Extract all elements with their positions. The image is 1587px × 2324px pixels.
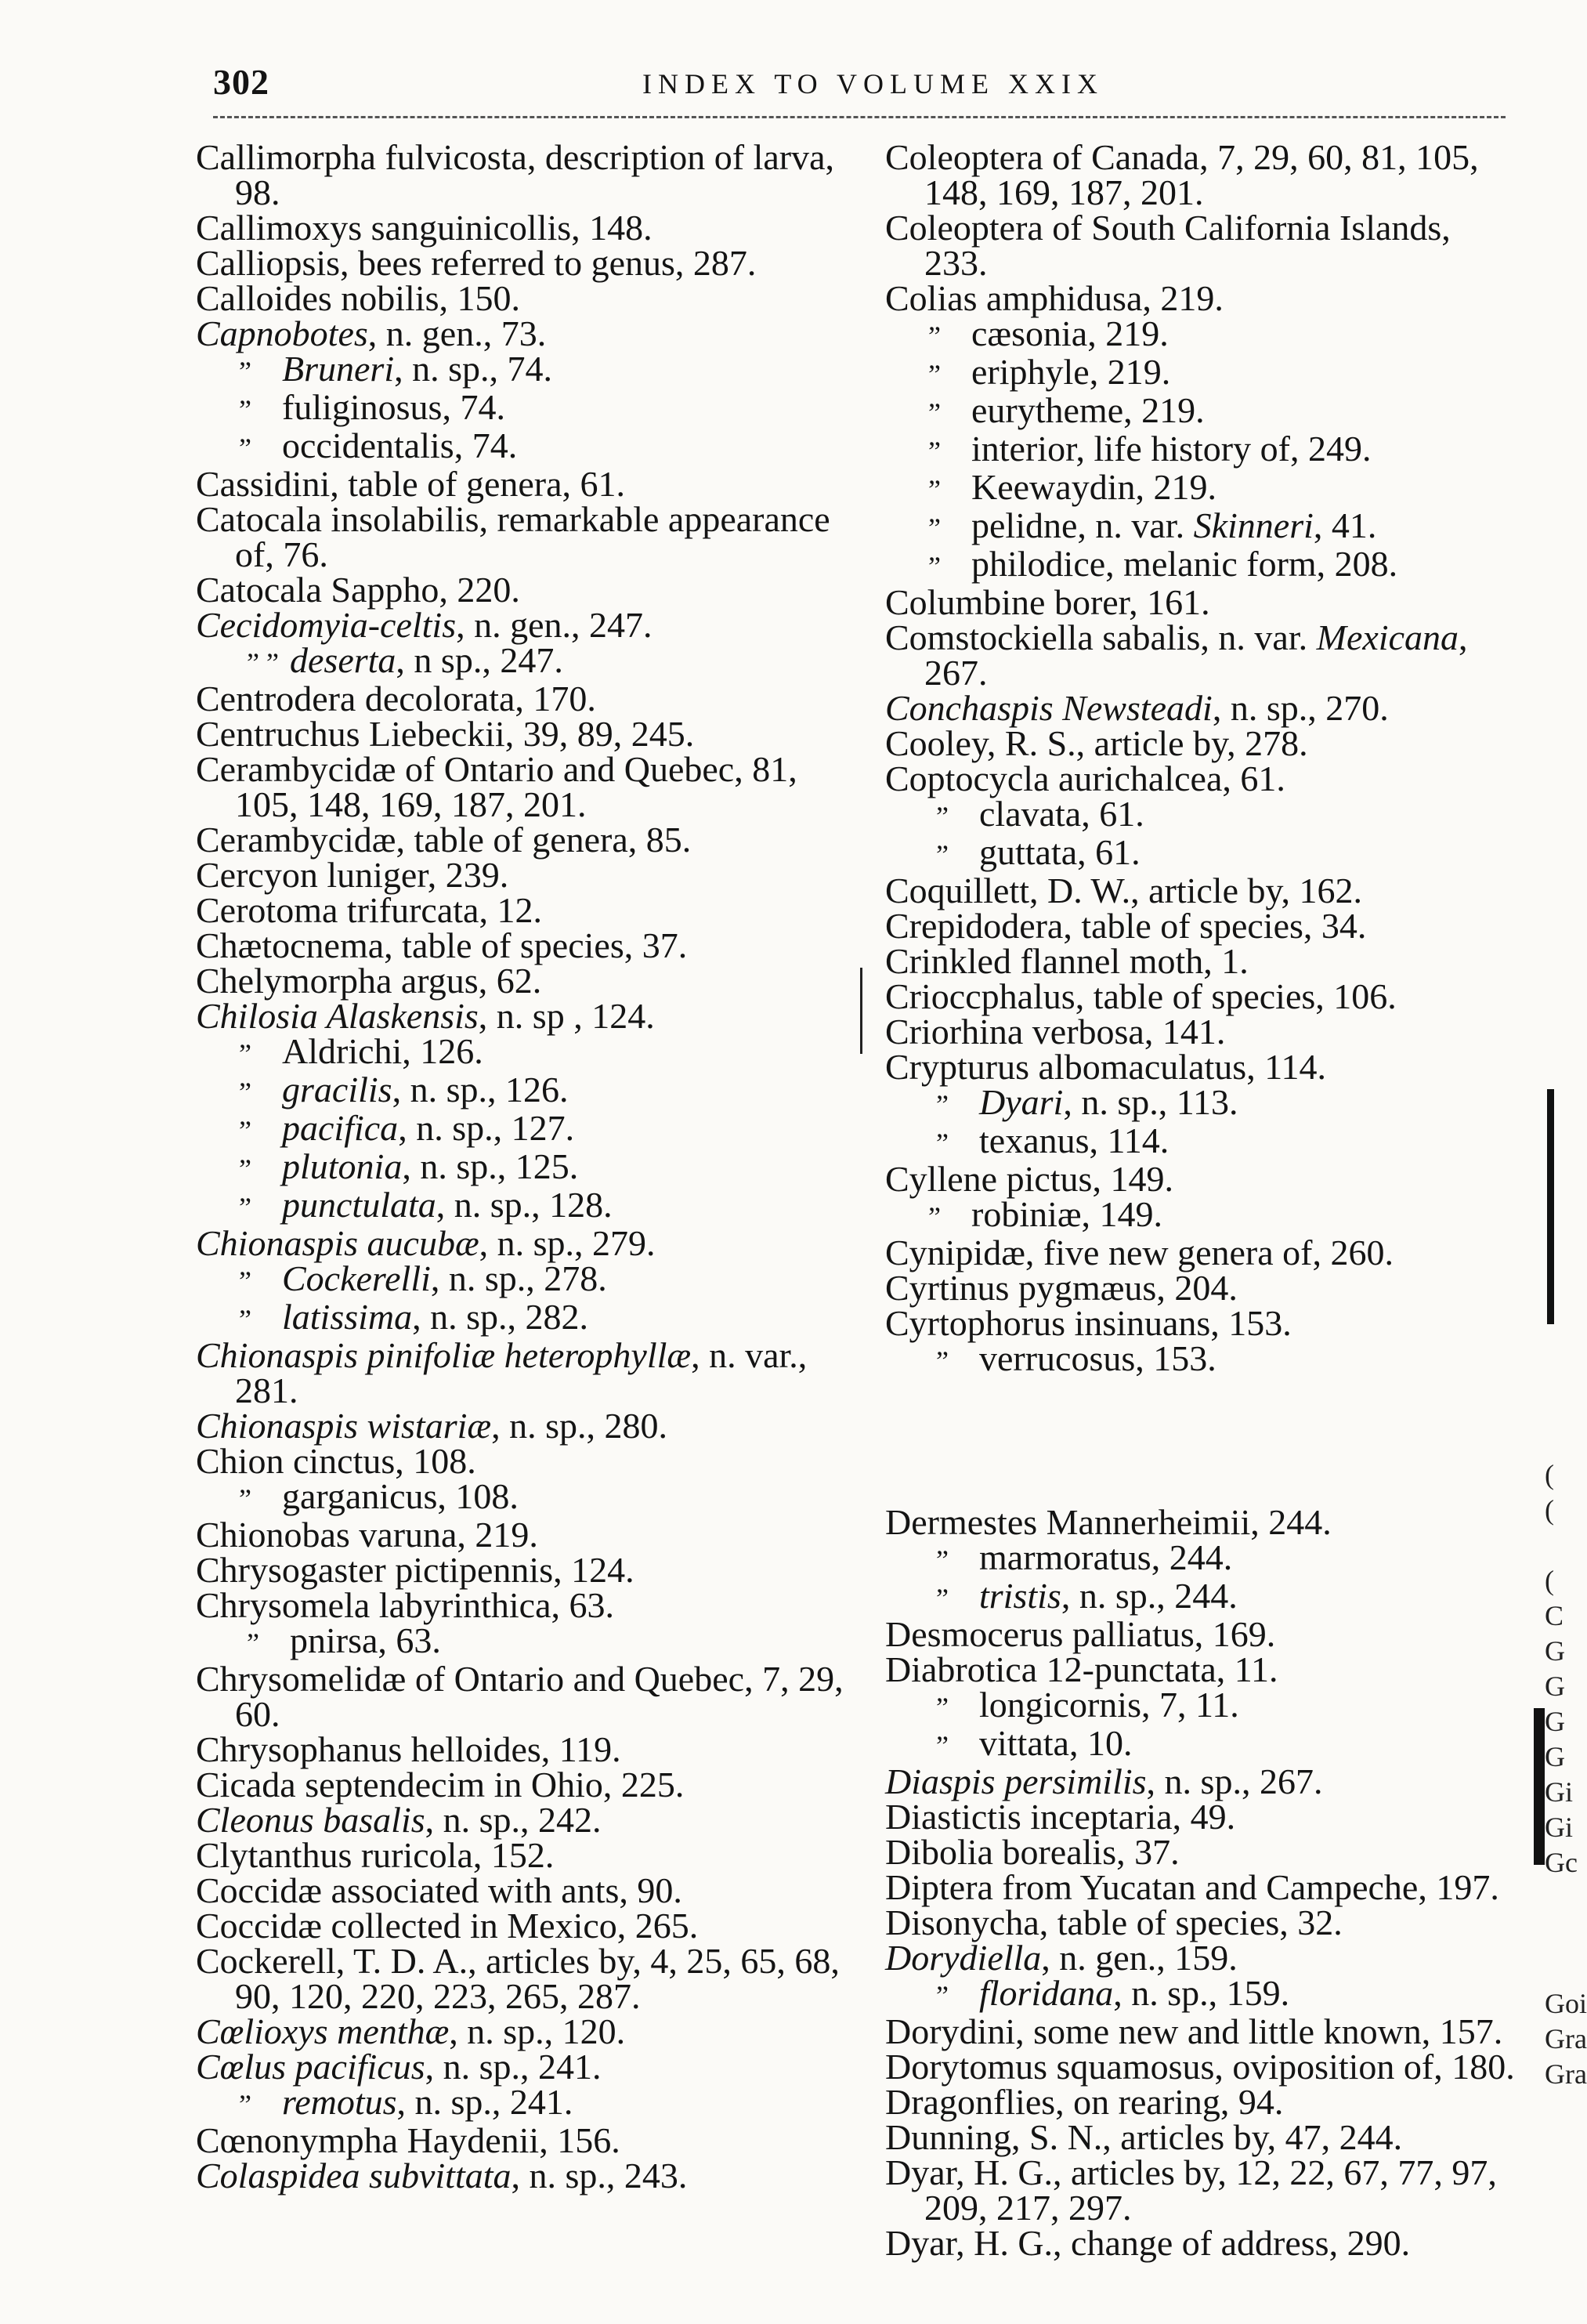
- index-entry: [885, 1616, 1520, 1652]
- index-text: Colias amphidusa, 219.: [885, 278, 1224, 318]
- index-entry: [885, 2225, 1520, 2261]
- index-text: Chrysophanus helloides, 119.: [196, 1729, 621, 1769]
- ditto-mark: ”: [239, 1483, 251, 1515]
- ditto-mark: ”: [928, 320, 941, 352]
- index-text: cæsonia, 219.: [971, 313, 1169, 353]
- index-entry: [885, 1725, 1520, 1764]
- index-entry: [196, 996, 862, 1036]
- index-text: Dorytomus squamosus, oviposition of, 180.: [885, 2047, 1515, 2087]
- index-section-d: [885, 1504, 1520, 2261]
- index-term-italic: Dorydiella: [885, 1938, 1042, 1978]
- index-term-italic: Colaspidea subvittata: [196, 2156, 512, 2195]
- index-entry: [196, 208, 862, 248]
- index-term-italic: Chionaspis wistariæ: [196, 1406, 492, 1446]
- ditto-mark: ”: [239, 1115, 251, 1146]
- index-entry: [196, 607, 862, 643]
- index-text: , n. gen., 159.: [1041, 1938, 1238, 1978]
- index-text: Callimoxys sanguinicollis, 148.: [196, 208, 653, 248]
- ditto-mark: ”: [239, 1265, 251, 1297]
- index-entry: [196, 679, 862, 719]
- index-entry: [196, 1661, 862, 1732]
- index-text: , n. sp., 243.: [511, 2156, 688, 2195]
- index-entry: [196, 1729, 862, 1769]
- running-head: INDEX TO VOLUME XXIX: [642, 68, 1104, 100]
- index-term-italic: Diaspis persimilis: [885, 1761, 1147, 1801]
- index-text: Cyrtophorus insinuans, 153.: [885, 1303, 1292, 1343]
- index-entry: [885, 1834, 1520, 1870]
- index-text: Crioccphalus, table of species, 106.: [885, 976, 1397, 1016]
- index-entry: [885, 1504, 1520, 1540]
- ditto-mark: ”: [239, 1304, 251, 1335]
- adjacent-page-fragments: [1545, 1457, 1587, 2092]
- index-text: clavata, 61.: [979, 794, 1144, 834]
- index-text: , n. sp., 282.: [412, 1297, 589, 1337]
- index-text: , n. sp., 278.: [430, 1258, 607, 1298]
- index-term-italic: latissima: [282, 1297, 413, 1337]
- index-text: Centrodera decolorata, 170.: [196, 679, 596, 719]
- index-text: , n sp., 247.: [396, 640, 563, 680]
- index-entry: [885, 505, 1520, 546]
- index-text: eurytheme, 219.: [971, 390, 1205, 430]
- ditto-mark: ”: [239, 356, 251, 387]
- ditto-mark: ”: [936, 1345, 949, 1377]
- index-entry: [196, 139, 862, 210]
- index-text: , n. sp., 244.: [1061, 1576, 1238, 1616]
- index-text: garganicus, 108.: [282, 1476, 519, 1516]
- index-text: Cœnonympha Haydenii, 156.: [196, 2120, 620, 2160]
- edge-fragment: [1545, 1881, 1575, 1916]
- index-term-italic: Chionaspis aucubæ: [196, 1223, 479, 1263]
- index-entry: [196, 464, 862, 504]
- ditto-mark: ”: [936, 1692, 949, 1723]
- index-term-italic: Chilosia Alaskensis: [196, 996, 479, 1036]
- index-entry: [885, 2119, 1520, 2155]
- index-text: Chætocnema, table of species, 37.: [196, 925, 688, 965]
- index-text: Cicada septendecim in Ohio, 225.: [196, 1765, 685, 1805]
- index-entry: [885, 313, 1520, 354]
- index-term-italic: Dyari: [979, 1082, 1064, 1122]
- index-entry: [196, 640, 862, 681]
- index-term-italic: Cœlioxys menthæ: [196, 2011, 450, 2051]
- index-text: Dunning, S. N., articles by, 47, 244.: [885, 2117, 1403, 2157]
- index-text: Chionobas varuna, 219.: [196, 1515, 538, 1555]
- index-entry: [196, 1837, 862, 1873]
- index-text: Coleoptera of Canada, 7, 29, 60, 81, 105, 148, 169, 187, 201.: [885, 137, 1479, 212]
- index-entry: [196, 1870, 862, 1910]
- index-text: Dyar, H. G., change of address, 290.: [885, 2223, 1411, 2263]
- ditto-mark: ”: [928, 397, 941, 429]
- index-entry: [885, 1268, 1520, 1308]
- index-entry: [196, 1146, 862, 1187]
- index-text: Cynipidæ, five new genera of, 260.: [885, 1233, 1394, 1272]
- index-entry: [885, 873, 1520, 908]
- index-text: Diabrotica 12-punctata, 11.: [885, 1649, 1278, 1689]
- index-entry: [885, 1537, 1520, 1578]
- index-text: Calliopsis, bees referred to genus, 287.: [196, 243, 757, 283]
- index-text: Chrysomelidæ of Ontario and Quebec, 7, 29, 60.: [196, 1659, 844, 1734]
- index-text: Coquillett, D. W., article by, 162.: [885, 871, 1363, 910]
- ditto-mark: ”: [928, 436, 941, 467]
- index-entry: [885, 1047, 1520, 1087]
- index-text: , n. sp., 113.: [1063, 1082, 1238, 1122]
- index-entry: [196, 925, 862, 965]
- ditto-mark: ”: [936, 1089, 949, 1120]
- edge-fragment: G: [1545, 1706, 1565, 1737]
- index-text: Centruchus Liebeckii, 39, 89, 245.: [196, 714, 695, 754]
- index-entry: [196, 313, 862, 353]
- index-text: Chelymorpha argus, 62.: [196, 961, 542, 1001]
- index-term-italic: remotus: [282, 2082, 397, 2122]
- edge-fragment: [1545, 1916, 1575, 1951]
- index-text: Cerambycidæ of Ontario and Quebec, 81, 105, 148, 169, 187, 201.: [196, 749, 797, 824]
- index-entry: [196, 278, 862, 318]
- index-entry: [885, 976, 1520, 1016]
- index-entry: [885, 1305, 1520, 1341]
- index-text: Cooley, R. S., article by, 278.: [885, 723, 1308, 763]
- index-text: , n. sp., 280.: [491, 1406, 667, 1446]
- index-text: Disonycha, table of species, 32.: [885, 1902, 1343, 1942]
- ditto-mark: ”: [239, 1153, 251, 1185]
- index-entry: [196, 1110, 862, 1149]
- index-term-italic: plutonia: [282, 1146, 403, 1186]
- index-entry: [885, 1578, 1520, 1616]
- index-entry: [196, 1335, 862, 1410]
- ditto-mark: ”: [928, 474, 941, 505]
- index-entry: [196, 1476, 862, 1517]
- index-entry: [196, 570, 862, 610]
- index-column-left: [196, 139, 862, 2193]
- index-entry: [196, 245, 862, 281]
- index-entry: [885, 1687, 1520, 1725]
- index-term-italic: pacifica: [282, 1108, 399, 1148]
- edge-fragment: G: [1545, 1741, 1565, 1772]
- ditto-mark: ”: [928, 1201, 941, 1233]
- edge-fragment: (: [1545, 1565, 1554, 1596]
- index-entry: [196, 351, 862, 389]
- index-text: Keewaydin, 219.: [971, 467, 1216, 507]
- index-entry: [885, 2047, 1520, 2087]
- page-number: 302: [213, 62, 269, 102]
- index-text: Catocala Sappho, 220.: [196, 570, 520, 610]
- index-entry: [196, 820, 862, 860]
- index-text: , 41.: [1313, 505, 1377, 545]
- index-term-italic: Skinneri: [1193, 505, 1314, 545]
- index-entry: [196, 1225, 862, 1261]
- index-entry: [885, 390, 1520, 431]
- index-term-italic: punctulata: [282, 1185, 436, 1225]
- index-entry: [885, 690, 1520, 726]
- index-entry: [196, 1620, 862, 1661]
- index-text: Crypturus albomaculatus, 114.: [885, 1047, 1326, 1087]
- index-text: , n. sp., 74.: [394, 349, 553, 389]
- index-entry: [885, 210, 1520, 281]
- ditto-mark: ”: [239, 394, 251, 425]
- index-entry: [885, 1159, 1520, 1199]
- ditto-mark: ”: [239, 1077, 251, 1108]
- index-entry: [196, 1765, 862, 1805]
- index-text: Chrysomela labyrinthica, 63.: [196, 1585, 614, 1625]
- index-text: , n. sp., 242.: [425, 1800, 602, 1840]
- index-entry: [196, 714, 862, 754]
- index-entry: [885, 469, 1520, 508]
- index-term-italic: Mexicana: [1316, 617, 1459, 657]
- index-entry: [885, 758, 1520, 798]
- index-entry: [196, 1550, 862, 1590]
- index-text: , n. sp., 128.: [436, 1185, 613, 1225]
- index-text: Coleoptera of South California Islands, 233.: [885, 208, 1451, 283]
- index-term-italic: Bruneri: [282, 349, 395, 389]
- index-term-italic: Cleonus basalis: [196, 1800, 425, 1840]
- index-text: longicornis, 7, 11.: [979, 1685, 1239, 1725]
- index-text: verrucosus, 153.: [979, 1338, 1216, 1378]
- index-section-c: [885, 139, 1520, 1379]
- index-term-italic: Cockerelli: [282, 1258, 431, 1298]
- index-term-italic: floridana: [979, 1973, 1114, 2013]
- index-text: interior, life history of, 249.: [971, 429, 1372, 469]
- ditto-mark: ”: [936, 1544, 949, 1576]
- index-text: , n. sp., 127.: [398, 1108, 575, 1148]
- index-text: Coccidæ associated with ants, 90.: [196, 1870, 682, 1910]
- edge-fragment: [1545, 1951, 1575, 1986]
- index-entry: [196, 425, 862, 466]
- index-column-right: [885, 139, 1520, 2261]
- index-text: Cercyon luniger, 239.: [196, 855, 509, 895]
- index-text: eriphyle, 219.: [971, 352, 1171, 392]
- index-entry: [885, 1196, 1520, 1235]
- ditto-mark: ”: [239, 1038, 251, 1070]
- index-entry: [196, 389, 862, 428]
- index-text: Crinkled flannel moth, 1.: [885, 941, 1249, 981]
- index-entry: [196, 1299, 862, 1338]
- index-text: occidentalis, 74.: [282, 425, 518, 465]
- index-text: vittata, 10.: [979, 1723, 1133, 1763]
- index-text: , n. sp., 159.: [1113, 1973, 1290, 2013]
- index-entry: [885, 1797, 1520, 1837]
- index-entry: [196, 892, 862, 928]
- index-entry: [196, 1800, 862, 1840]
- ditto-mark: ”: [239, 2089, 251, 2120]
- index-text: , n. var., 281.: [235, 1335, 808, 1410]
- index-entry: [885, 943, 1520, 979]
- adjacent-page-edge: [1547, 1089, 1554, 1324]
- index-text: , n. sp., 126.: [392, 1070, 569, 1110]
- header-rule: [213, 116, 1506, 118]
- edge-fragment: C: [1545, 1600, 1564, 1631]
- index-entry: [885, 278, 1520, 318]
- index-text: Cyllene pictus, 149.: [885, 1159, 1173, 1199]
- index-text: Cerambycidæ, table of genera, 85.: [196, 820, 692, 860]
- index-text: , n. sp., 270.: [1212, 688, 1389, 728]
- index-text: Desmocerus palliatus, 169.: [885, 1614, 1276, 1654]
- index-text: Dermestes Mannerheimii, 244.: [885, 1502, 1332, 1542]
- index-entry: [885, 546, 1520, 585]
- ditto-mark: ”: [936, 1583, 949, 1614]
- index-text: Crepidodera, table of species, 34.: [885, 906, 1367, 946]
- index-text: pnirsa, 63.: [290, 1620, 441, 1660]
- index-entry: [196, 1943, 862, 2014]
- index-entry: [196, 1515, 862, 1555]
- edge-fragment: Goi: [1545, 1988, 1587, 2019]
- index-term-italic: deserta: [290, 640, 396, 680]
- edge-fragment: Gra: [1545, 2058, 1587, 2090]
- index-text: Clytanthus ruricola, 152.: [196, 1835, 555, 1875]
- index-text: pelidne, n. var.: [971, 505, 1194, 545]
- index-term-italic: Conchaspis Newsteadi: [885, 688, 1213, 728]
- index-entry: [885, 796, 1520, 834]
- adjacent-page-edge-lower: [1534, 1708, 1545, 1865]
- index-text: Dibolia borealis, 37.: [885, 1832, 1180, 1872]
- index-entry: [885, 617, 1520, 693]
- edge-fragment: Gra: [1545, 2023, 1587, 2054]
- edge-fragment: (: [1545, 1494, 1554, 1526]
- index-entry: [885, 1975, 1520, 2014]
- index-text: , n. sp., 279.: [479, 1223, 656, 1263]
- index-text: philodice, melanic form, 208.: [971, 544, 1398, 584]
- index-text: , n. sp., 241.: [396, 2082, 573, 2122]
- edge-fragment: G: [1545, 1635, 1565, 1667]
- index-text: Cyrtinus pygmæus, 204.: [885, 1268, 1238, 1308]
- index-entry: [196, 1406, 862, 1446]
- ditto-mark: ”: [936, 1128, 949, 1159]
- index-text: Diastictis inceptaria, 49.: [885, 1797, 1236, 1837]
- index-text: , n. sp , 124.: [478, 996, 655, 1036]
- index-text: Dragonflies, on rearing, 94.: [885, 2082, 1284, 2122]
- ditto-mark: ” ”: [247, 647, 279, 679]
- index-entry: [196, 2084, 862, 2123]
- index-text: Chion cinctus, 108.: [196, 1441, 476, 1481]
- index-text: Catocala insolabilis, remarkable appearance of, 76.: [196, 499, 830, 574]
- index-term-italic: Chionaspis pinifoliæ heterophyllæ: [196, 1335, 692, 1375]
- index-entry: [885, 723, 1520, 763]
- index-text: robiniæ, 149.: [971, 1194, 1163, 1234]
- index-entry: [885, 1761, 1520, 1801]
- index-term-italic: Cecidomyia-celtis: [196, 605, 457, 645]
- edge-fragment: [1545, 1528, 1575, 1563]
- edge-fragment: Gi: [1545, 1776, 1573, 1808]
- index-text: Cockerell, T. D. A., articles by, 4, 25, 65, 68, 90, 120, 220, 223, 265, 287.: [196, 1941, 840, 2016]
- index-entry: [196, 1072, 862, 1110]
- column-divider-mark: [860, 968, 862, 1054]
- index-entry: [196, 1258, 862, 1299]
- ditto-mark: ”: [936, 801, 949, 832]
- index-text: Dyar, H. G., articles by, 12, 22, 67, 77, 97, 209, 217, 297.: [885, 2152, 1497, 2228]
- index-entry: [885, 1235, 1520, 1270]
- index-entry: [885, 834, 1520, 873]
- index-entry: [196, 501, 862, 572]
- index-text: , 267.: [924, 617, 1468, 693]
- index-entry: [196, 2011, 862, 2051]
- index-text: , n. sp., 267.: [1146, 1761, 1323, 1801]
- ditto-mark: ”: [936, 1730, 949, 1761]
- index-text: , n. gen., 247.: [456, 605, 653, 645]
- index-entry: [196, 961, 862, 1001]
- index-text: , n. sp., 120.: [449, 2011, 626, 2051]
- index-text: , n. sp., 241.: [425, 2047, 602, 2087]
- index-entry: [885, 1120, 1520, 1161]
- ditto-mark: ”: [239, 433, 251, 464]
- index-text: Columbine borer, 161.: [885, 582, 1210, 622]
- index-entry: [196, 1033, 862, 1072]
- index-entry: [885, 431, 1520, 469]
- edge-fragment: Gi: [1545, 1812, 1573, 1843]
- index-entry: [885, 1084, 1520, 1123]
- index-term-italic: tristis: [979, 1576, 1061, 1616]
- ditto-mark: ”: [928, 512, 941, 544]
- index-text: Cassidini, table of genera, 61.: [196, 464, 626, 504]
- index-text: marmoratus, 244.: [979, 1537, 1233, 1577]
- ditto-mark: ”: [936, 839, 949, 871]
- index-entry: [885, 354, 1520, 393]
- index-text: Chrysogaster pictipennis, 124.: [196, 1550, 634, 1590]
- ditto-mark: ”: [936, 1980, 949, 2011]
- index-entry: [196, 855, 862, 895]
- index-text: guttata, 61.: [979, 832, 1141, 872]
- index-text: Callimorpha fulvicosta, description of larva, 98.: [196, 137, 834, 212]
- edge-fragment: (: [1545, 1459, 1554, 1490]
- index-text: Dorydini, some new and little known, 157.: [885, 2011, 1503, 2051]
- index-text: , n. gen., 73.: [367, 313, 547, 353]
- index-term-italic: gracilis: [282, 1070, 392, 1110]
- index-entry: [885, 139, 1520, 210]
- index-text: texanus, 114.: [979, 1120, 1169, 1160]
- index-entry: [196, 2120, 862, 2160]
- ditto-mark: ”: [239, 1192, 251, 1223]
- index-text: Calloides nobilis, 150.: [196, 278, 520, 318]
- index-entry: [196, 1187, 862, 1225]
- index-entry: [885, 1012, 1520, 1052]
- index-entry: [885, 1902, 1520, 1942]
- index-entry: [196, 2047, 862, 2087]
- index-text: Coccidæ collected in Mexico, 265.: [196, 1906, 699, 1946]
- index-entry: [196, 1443, 862, 1479]
- index-term-italic: Cœlus pacificus: [196, 2047, 425, 2087]
- index-entry: [885, 906, 1520, 946]
- index-entry: [885, 1938, 1520, 1978]
- index-entry: [885, 582, 1520, 622]
- index-entry: [885, 2152, 1520, 2228]
- index-text: Criorhina verbosa, 141.: [885, 1012, 1226, 1052]
- index-entry: [885, 1338, 1520, 1379]
- index-entry: [196, 751, 862, 822]
- index-entry: [196, 1906, 862, 1946]
- index-entry: [885, 1867, 1520, 1907]
- index-text: Diptera from Yucatan and Campeche, 197.: [885, 1867, 1499, 1907]
- ditto-mark: ”: [928, 551, 941, 582]
- index-text: Comstockiella sabalis, n. var.: [885, 617, 1317, 657]
- index-text: Aldrichi, 126.: [282, 1031, 483, 1071]
- ditto-mark: ”: [928, 359, 941, 390]
- index-text: Cerotoma trifurcata, 12.: [196, 890, 542, 930]
- ditto-mark: ”: [247, 1627, 259, 1659]
- edge-fragment: Gc: [1545, 1847, 1578, 1878]
- section-gap: [885, 1379, 1520, 1504]
- index-entry: [885, 1649, 1520, 1689]
- index-text: fuliginosus, 74.: [282, 387, 505, 427]
- index-text: , n. sp., 125.: [402, 1146, 579, 1186]
- index-entry: [885, 2082, 1520, 2122]
- index-text: Coptocycla aurichalcea, 61.: [885, 758, 1285, 798]
- index-entry: [885, 2011, 1520, 2051]
- index-entry: [196, 2158, 862, 2193]
- index-term-italic: Capnobotes: [196, 313, 368, 353]
- index-entry: [196, 1587, 862, 1623]
- edge-fragment: G: [1545, 1671, 1565, 1702]
